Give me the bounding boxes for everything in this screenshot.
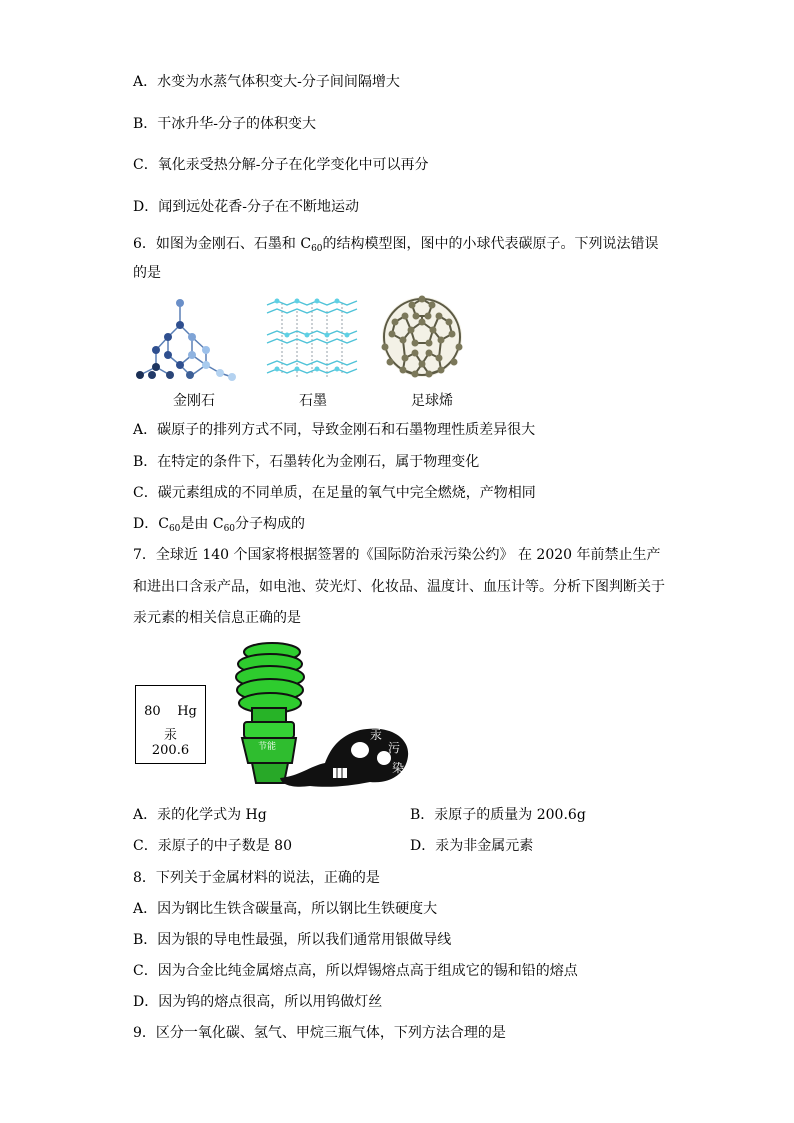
q5-option-d: D．闻到远处花香-分子在不断地运动 — [133, 199, 359, 215]
q6-option-d-part2: 是由 C — [180, 516, 224, 532]
q5-option-b: B．干冰升华-分子的体积变大 — [133, 116, 317, 132]
skull-text-3: 染 — [392, 761, 405, 775]
graphite-structure-image — [262, 293, 362, 383]
q6-option-d-part3: 分子构成的 — [235, 516, 306, 532]
q6-option-c: C．碳元素组成的不同单质，在足量的氧气中完全燃烧，产物相同 — [133, 485, 536, 501]
q7-option-d: D．汞为非金属元素 — [410, 838, 534, 854]
q8-option-b: B．因为银的导电性最强，所以我们通常用银做导线 — [133, 932, 452, 948]
q6-stem-line2: 的是 — [133, 265, 161, 281]
q6-option-b: B．在特定的条件下，石墨转化为金刚石，属于物理变化 — [133, 454, 480, 470]
caption-diamond: 金刚石 — [173, 393, 215, 409]
skull-text-2: 污 — [388, 741, 401, 755]
q8-option-a: A．因为钢比生铁含碳量高，所以钢比生铁硬度大 — [133, 901, 438, 917]
q5-option-c: C．氧化汞受热分解-分子在化学变化中可以再分 — [133, 157, 429, 173]
element-atomic-mass: 200.6 — [151, 743, 190, 758]
skull-text-1: 汞 — [370, 728, 383, 742]
q7-stem-line2: 和进出口含汞产品，如电池、荧光灯、化妆品、温度计、血压计等。分析下图判断关于 — [133, 579, 665, 595]
q8-stem: 8．下列关于金属材料的说法，正确的是 — [133, 870, 380, 886]
q6-stem-subscript: 60 — [311, 244, 323, 254]
bulb-label: 节能 — [258, 742, 277, 752]
element-number-symbol: 80 Hg — [144, 704, 197, 719]
element-name: 汞 — [163, 728, 177, 743]
q8-option-d: D．因为钨的熔点很高，所以用钨做灯丝 — [133, 994, 383, 1010]
q6-option-a: A．碳原子的排列方式不同，导致金刚石和石墨物理性质差异很大 — [133, 422, 536, 438]
q6-option-d-subscript-2: 60 — [223, 524, 236, 534]
q9-stem: 9．区分一氧化碳、氢气、甲烷三瓶气体，下列方法合理的是 — [133, 1025, 506, 1041]
caption-c60: 足球烯 — [411, 393, 453, 409]
q6-stem-part2: 的结构模型图，图中的小球代表碳原子。下列说法错误 — [322, 236, 659, 252]
mercury-element-card — [135, 685, 206, 764]
q5-option-a: A．水变为水蒸气体积变大-分子间间隔增大 — [133, 74, 400, 90]
q6-stem-part1: 6．如图为金刚石、石墨和 C — [133, 236, 312, 252]
energy-saving-bulb-image — [230, 638, 420, 788]
q6-option-d-part1: D．C — [133, 516, 169, 532]
q7-stem-line1: 7．全球近 140 个国家将根据签署的《国际防治汞污染公约》 在 2020 年前禁止生产 — [133, 547, 661, 563]
q7-option-b: B．汞原子的质量为 200.6g — [410, 807, 586, 823]
q7-option-a: A．汞的化学式为 Hg — [133, 807, 267, 823]
q7-stem-line3: 汞元素的相关信息正确的是 — [133, 610, 301, 626]
q7-option-c: C．汞原子的中子数是 80 — [133, 838, 292, 854]
caption-graphite: 石墨 — [299, 393, 327, 409]
q6-option-d — [133, 514, 305, 539]
q8-option-c: C．因为合金比纯金属熔点高，所以焊锡熔点高于组成它的锡和铅的熔点 — [133, 963, 578, 979]
q6-option-d-subscript-1: 60 — [168, 524, 181, 534]
c60-structure-image — [375, 292, 470, 382]
q6-stem — [133, 234, 659, 259]
diamond-structure-image — [130, 295, 240, 385]
